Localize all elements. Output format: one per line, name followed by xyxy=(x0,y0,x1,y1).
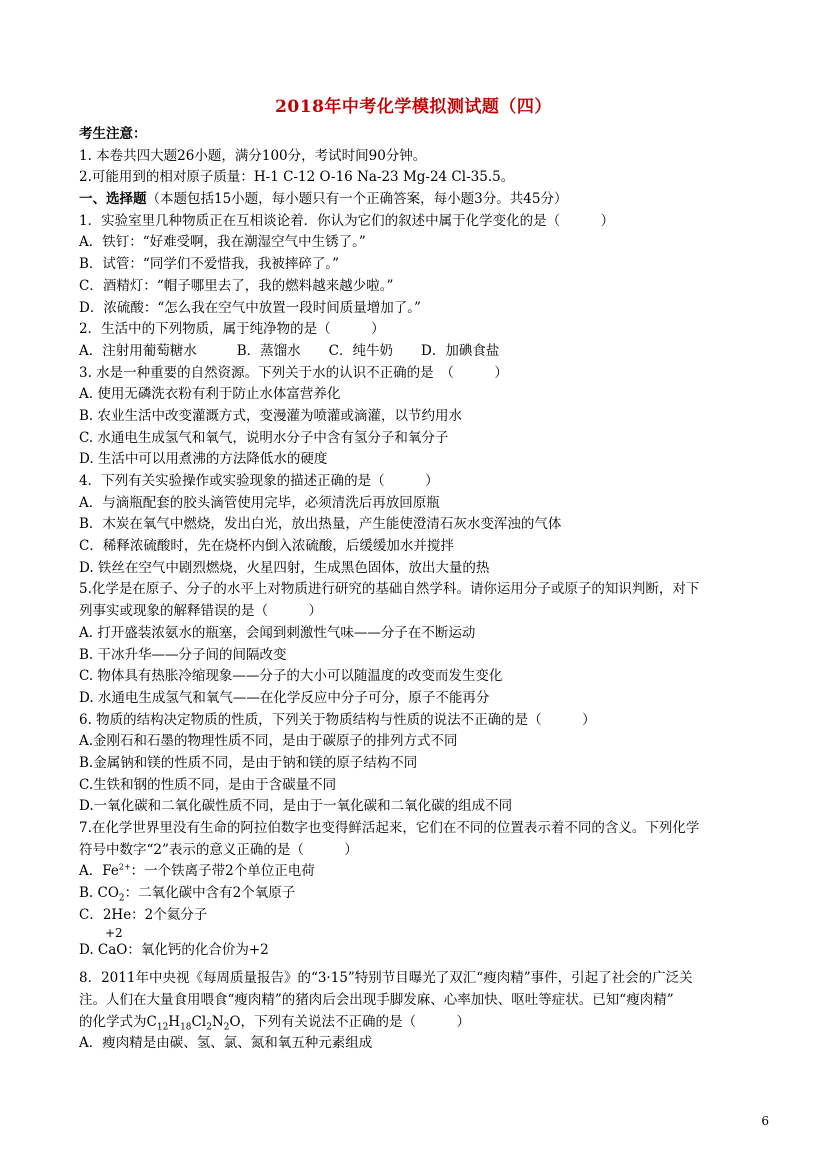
section-label: 一、选择题 xyxy=(79,191,147,208)
formula-element: Cl xyxy=(191,1013,207,1030)
question-option: D. 生活中可以用煮沸的方法降低水的硬度 xyxy=(79,451,328,468)
question-stem: 2．生活中的下列物质，属于纯净物的是（ ） xyxy=(79,321,385,338)
page-title: 2018年中考化学模拟测试题（四） xyxy=(275,97,552,117)
question-stem: 7.在化学世界里没有生命的阿拉伯数字也变得鲜活起来，它们在不同的位置表示着不同的含义。下列化学 xyxy=(79,820,700,836)
question-option: B．试管：“同学们不爱惜我，我被摔碎了。” xyxy=(79,256,339,273)
question-option: B. 干冰升华——分子间的间隔改变 xyxy=(79,646,287,663)
question-stem: 列事实或现象的解释错误的是（ ） xyxy=(79,603,322,620)
question-option: D. 铁丝在空气中剧烈燃烧，火星四射，生成黑色固体，放出大量的热 xyxy=(79,559,490,576)
question-option: A．瘦肉精是由碳、氢、氯、氮和氧五种元素组成 xyxy=(79,1035,373,1052)
question-option: A. 打开盛装浓氨水的瓶塞，会闻到刺激性气味——分子在不断运动 xyxy=(79,624,476,641)
question-option: D.一氧化碳和二氧化碳性质不同，是由于一氧化碳和二氧化碳的组成不同 xyxy=(79,798,513,815)
question-option: A．铁钉：“好难受啊，我在潮湿空气中生锈了。” xyxy=(79,234,366,251)
formula-element: O xyxy=(229,1013,241,1030)
notice-heading: 考生注意： xyxy=(79,126,147,142)
section-desc: （本题包括15小题，每小题只有一个正确答案，每小题3分。共45分） xyxy=(146,191,568,208)
question-option: C.生铁和钢的性质不同，是由于含碳量不同 xyxy=(79,776,337,793)
option-text: ：一个铁离子带2个单位正电荷 xyxy=(130,863,315,880)
question-option xyxy=(79,861,769,883)
question-stem: 符号中数字“2”表示的意义正确的是（ ） xyxy=(79,841,358,858)
question-options-row xyxy=(79,341,769,363)
formula-element: N xyxy=(211,1013,224,1030)
question-option: D. 水通电生成氢气和氧气——在化学反应中分子可分，原子不能再分 xyxy=(79,689,490,706)
formula-subscript: 2 xyxy=(118,893,125,904)
question-stem: 注。人们在大量食用喂食“瘦肉精”的猪肉后会出现手脚发麻、心率加快、呕吐等症状。已知“瘦肉精” xyxy=(79,991,674,1008)
question-option: C．稀释浓硫酸时，先在烧杯内倒入浓硫酸，后缓缓加水并搅拌 xyxy=(79,538,454,555)
stem-text: ，下列有关说法不正确的是（ ） xyxy=(240,1013,471,1030)
question-option: B．蒸馏水 xyxy=(236,342,301,359)
question-stem: 5.化学是在原子、分子的水平上对物质进行研究的基础自然学科。请你运用分子或原子的知识判断，对下 xyxy=(79,581,700,598)
formula-subscript: 2 xyxy=(206,1022,212,1033)
question-stem: 4．下列有关实验操作或实验现象的描述正确的是（ ） xyxy=(79,473,439,489)
page-number: 6 xyxy=(761,1114,769,1128)
question-option: D．加碘食盐 xyxy=(421,342,500,359)
notice-line: 2.可能用到的相对原子质量：H-1 C-12 O-16 Na-23 Mg-24 Cl-35.5。 xyxy=(79,169,515,186)
question-option: A. 使用无磷洗衣粉有利于防止水体富营养化 xyxy=(79,386,341,403)
question-option: C．纯牛奶 xyxy=(328,342,394,359)
question-option: B．木炭在氧气中燃烧，发出白光，放出热量，产生能使澄清石灰水变浑浊的气体 xyxy=(79,516,562,533)
exam-body xyxy=(79,124,769,1055)
ion-charge: 2+ xyxy=(118,862,131,872)
question-option: C. 物体具有热胀冷缩现象——分子的大小可以随温度的改变而发生变化 xyxy=(79,668,503,685)
question-option: B.金属钠和镁的性质不同，是由于钠和镁的原子结构不同 xyxy=(79,754,418,771)
question-stem xyxy=(79,1012,769,1034)
question-option xyxy=(79,883,769,905)
question-option: C．酒精灯：“帽子哪里去了，我的燃料越来越少啦。” xyxy=(79,277,394,294)
question-stem: 1．实验室里几种物质正在互相谈论着．你认为它们的叙述中属于化学变化的是（ ） xyxy=(79,212,615,229)
option-prefix: A．Fe xyxy=(79,863,119,880)
question-stem: 3. 水是一种重要的自然资源。下列关于水的认识不正确的是 （ ） xyxy=(79,364,508,381)
formula-element: H xyxy=(168,1013,181,1030)
option-prefix: B. CO xyxy=(79,885,119,902)
question-option: D. CaO：氧化钙的化合价为+2 xyxy=(79,942,269,959)
option-text: ：二氧化碳中含有2个氧原子 xyxy=(124,885,296,902)
section-heading xyxy=(79,189,769,211)
question-option: C. 水通电生成氢气和氧气，说明水分子中含有氢分子和氧分子 xyxy=(79,429,449,446)
formula-subscript: 18 xyxy=(180,1022,192,1033)
formula-subscript: 2 xyxy=(223,1022,230,1033)
formula-subscript: 12 xyxy=(156,1022,169,1033)
notice-line: 1. 本卷共四大题26小题，满分100分，考试时间90分钟。 xyxy=(79,147,427,164)
stem-text: 的化学式为C xyxy=(79,1013,157,1030)
question-option: A.金刚石和石墨的物理性质不同，是由于碳原子的排列方式不同 xyxy=(79,733,458,750)
question-option: C．2He：2个氦分子 xyxy=(79,906,208,923)
valence-mark: +2 xyxy=(105,926,123,941)
question-option: D．浓硫酸：“怎么我在空气中放置一段时间质量增加了。” xyxy=(79,299,421,316)
question-option: A．与滴瓶配套的胶头滴管使用完毕，必须清洗后再放回原瓶 xyxy=(79,494,440,511)
question-stem: 6. 物质的结构决定物质的性质，下列关于物质结构与性质的说法不正确的是（ ） xyxy=(79,711,596,728)
question-stem: 8．2011年中央视《每周质量报告》的“3·15”特别节目曝光了双汇“瘦肉精”事件，引起了社会的广泛关 xyxy=(79,970,693,987)
question-option: A．注射用葡萄糖水 xyxy=(79,342,197,359)
question-option: B. 农业生活中改变灌溉方式，变漫灌为喷灌或滴灌，以节约用水 xyxy=(79,407,463,424)
